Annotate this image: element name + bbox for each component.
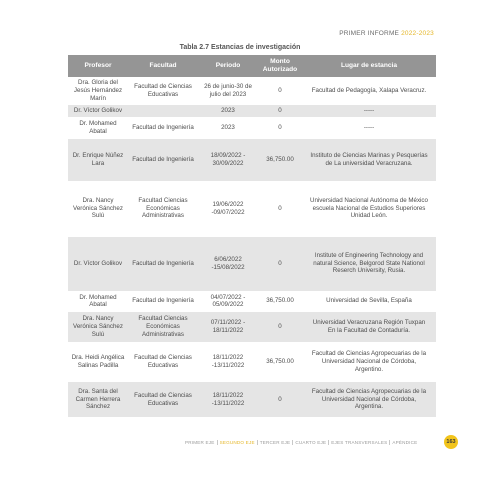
faculty-cell: Facultad de Ingeniería [128,292,198,313]
period-cell: 18/11/2022 -13/11/2022 [198,343,258,382]
amount-cell: 0 [258,237,302,292]
section-nav [183,440,419,445]
column-header: Profesor [68,55,128,77]
professor-cell: Dra. Gloria del Jesús Hernández Marín [68,77,128,105]
table-row [68,105,436,118]
amount-cell: 0 [258,118,302,139]
table-row [68,292,436,313]
nav-item[interactable]: PRIMER EJE [183,440,218,445]
table-row [68,139,436,182]
table-header-row [68,55,436,77]
place-cell: Institute of Engineering Technology and natural Science, Belgorod State Nationol Reserch University, Rusia. [302,237,436,292]
professor-cell: Dra. Santa del Carmen Herrera Sánchez [68,382,128,418]
table-row [68,343,436,382]
column-header: Monto Autorizado [258,55,302,77]
place-cell: Universidad de Sevilla, España [302,292,436,313]
report-title: PRIMER INFORME [339,30,400,37]
period-cell: 2023 [198,105,258,118]
place-cell: ----- [302,118,436,139]
table-row [68,118,436,139]
professor-cell: Dr. Víctor Golikov [68,105,128,118]
faculty-cell: Facultad de Ciencias Educativas [128,382,198,418]
professor-cell: Dra. Nancy Verónica Sánchez Sulú [68,312,128,343]
place-cell: Facultad de Ciencias Agropecuarias de la Universidad Nacional de Córdoba, Argentina. [302,382,436,418]
nav-item[interactable]: SEGUNDO EJE [218,440,258,445]
faculty-cell: Facultad de Ciencias Educativas [128,343,198,382]
table-title: Tabla 2.7 Estancias de investigación [179,44,301,51]
table-body [68,77,436,418]
amount-cell: 0 [258,312,302,343]
amount-cell: 36,750.00 [258,343,302,382]
table-row [68,382,436,418]
faculty-cell [128,105,198,118]
faculty-cell: Facultad de Ingeniería [128,237,198,292]
period-cell: 04/07/2022 - 05/09/2022 [198,292,258,313]
place-cell: ----- [302,105,436,118]
nav-item[interactable]: APÉNDICE [392,440,418,445]
faculty-cell: Facultad Ciencias Económicas Administrativas [128,182,198,237]
amount-cell: 0 [258,105,302,118]
place-cell: Facultad de Ciencias Agropecuarias de la Universidad Nacional de Córdoba, Argentino. [302,343,436,382]
page-number: 163 [444,435,458,449]
place-cell: Universidad Veracruzana Región Tuxpan En la Facultad de Contaduría. [302,312,436,343]
column-header: Lugar de estancia [302,55,436,77]
table-row [68,237,436,292]
professor-cell: Dr. Enrique Núñez Lara [68,139,128,182]
professor-cell: Dr. Mohamed Abatal [68,118,128,139]
period-cell: 2023 [198,118,258,139]
period-cell: 18/11/2022 -13/11/2022 [198,382,258,418]
report-years: 2022-2023 [401,30,434,37]
nav-item[interactable]: TERCER EJE [258,440,294,445]
table-row [68,77,436,105]
professor-cell: Dra. Heidi Angélica Salinas Padilla [68,343,128,382]
column-header: Facultad [128,55,198,77]
place-cell: Facultad de Pedagogía, Xalapa Veracruz. [302,77,436,105]
column-header: Periodo [198,55,258,77]
research-stays-table [68,55,436,418]
table-row [68,182,436,237]
period-cell: 07/11/2022 - 18/11/2022 [198,312,258,343]
professor-cell: Dra. Nancy Verónica Sánchez Sulú [68,182,128,237]
period-cell: 19/06/2022 -09/07/2022 [198,182,258,237]
place-cell: Instituto de Ciencias Marinas y Pesquerías de La universidad Veracruzana. [302,139,436,182]
report-header [339,30,434,37]
period-cell: 6/06/2022 -15/08/2022 [198,237,258,292]
amount-cell: 36,750.00 [258,139,302,182]
professor-cell: Dr. Víctor Golikov [68,237,128,292]
faculty-cell: Facultad de Ingeniería [128,139,198,182]
nav-item[interactable]: CUARTO EJE [293,440,329,445]
faculty-cell: Facultad de Ciencias Educativas [128,77,198,105]
table-row [68,312,436,343]
amount-cell: 0 [258,77,302,105]
faculty-cell: Facultad Ciencias Económicas Administrativas [128,312,198,343]
place-cell: Universidad Nacional Autónoma de México escuela Nacional de Estudios Superiores Unidad León. [302,182,436,237]
amount-cell: 0 [258,182,302,237]
amount-cell: 36,750.00 [258,292,302,313]
nav-item[interactable]: EJES TRANSVERSALES [329,440,390,445]
period-cell: 26 de junio-30 de julio del 2023 [198,77,258,105]
faculty-cell: Facultad de Ingeniería [128,118,198,139]
amount-cell: 0 [258,382,302,418]
period-cell: 18/09/2022 - 30/09/2022 [198,139,258,182]
professor-cell: Dr. Mohamed Abatal [68,292,128,313]
